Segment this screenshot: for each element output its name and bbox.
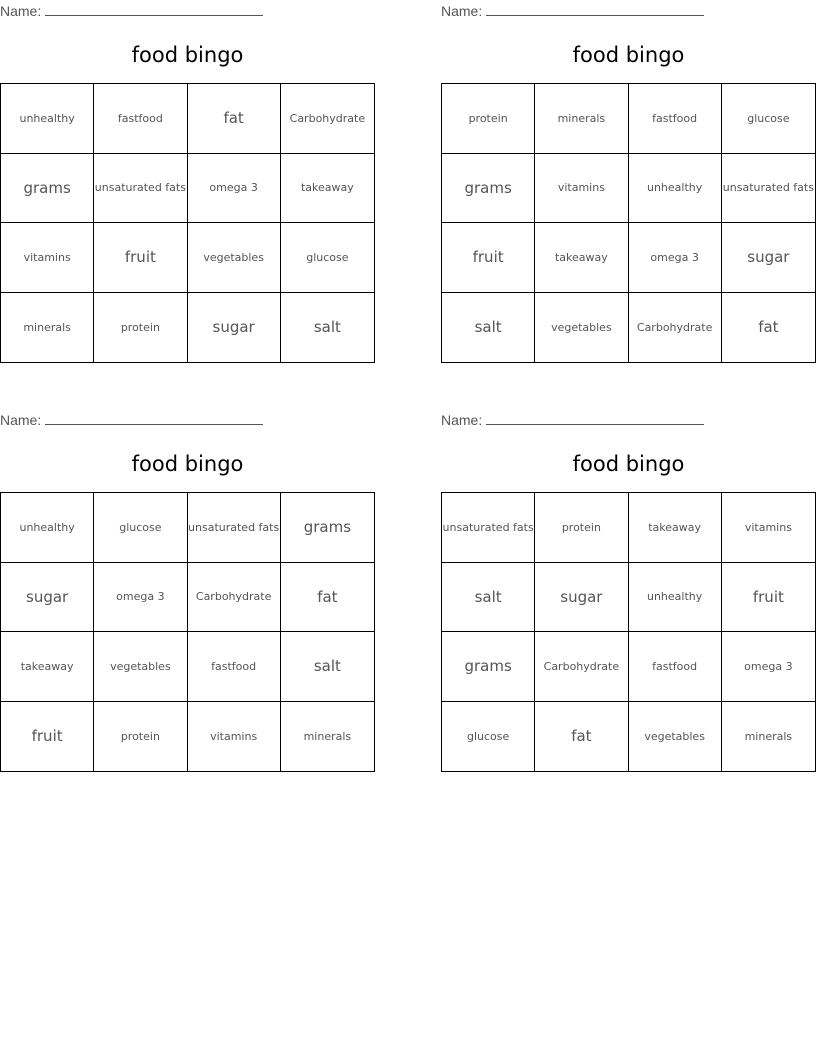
name-field: [0, 411, 263, 429]
name-blank-line: [45, 2, 263, 16]
bingo-cell: fastfood: [629, 632, 722, 702]
bingo-cell: sugar: [535, 563, 628, 633]
name-field: [441, 411, 704, 429]
bingo-card-1: [0, 0, 375, 373]
name-label: Name:: [0, 412, 42, 428]
bingo-grid: [441, 492, 816, 772]
bingo-cell: sugar: [722, 223, 815, 293]
bingo-cell: vegetables: [188, 223, 281, 293]
bingo-cell: unsaturated fats: [442, 493, 535, 563]
bingo-grid: [0, 492, 375, 772]
bingo-cell: glucose: [722, 84, 815, 154]
bingo-cell: Carbohydrate: [535, 632, 628, 702]
bingo-cell: minerals: [303, 729, 352, 743]
bingo-cell: unsaturated fats: [188, 493, 281, 563]
bingo-cell: salt: [313, 318, 341, 337]
name-label: Name:: [441, 3, 483, 19]
name-label: Name:: [0, 3, 42, 19]
bingo-cell: vitamins: [722, 493, 815, 563]
bingo-cell: vitamins: [535, 154, 628, 224]
card-title: food bingo: [131, 452, 244, 476]
bingo-cell: grams: [442, 632, 535, 702]
name-blank-line: [45, 411, 263, 425]
bingo-cell: unsaturated fats: [94, 154, 187, 224]
bingo-grid: [441, 83, 816, 363]
name-blank-line: [486, 411, 704, 425]
bingo-cell: unhealthy: [1, 493, 94, 563]
bingo-cell: fat: [281, 563, 374, 633]
bingo-cell: vitamins: [1, 223, 94, 293]
bingo-cell: takeaway: [629, 493, 722, 563]
bingo-cell: protein: [94, 293, 187, 363]
card-title: food bingo: [131, 43, 244, 67]
bingo-cell: protein: [94, 702, 187, 772]
bingo-cell: unhealthy: [629, 563, 722, 633]
bingo-cell: fruit: [442, 223, 535, 293]
bingo-card-3: [0, 409, 375, 782]
bingo-cell: omega 3: [629, 223, 722, 293]
bingo-cell: fastfood: [188, 632, 281, 702]
card-title: food bingo: [572, 452, 685, 476]
bingo-cell: salt: [442, 293, 535, 363]
card-title: food bingo: [572, 43, 685, 67]
name-field: [441, 2, 704, 20]
bingo-cell: salt: [442, 563, 535, 633]
bingo-cell: glucose: [442, 702, 535, 772]
bingo-cell: sugar: [1, 563, 94, 633]
bingo-cell: unhealthy: [1, 84, 94, 154]
bingo-cell: minerals: [744, 729, 793, 743]
bingo-grid: [0, 83, 375, 363]
bingo-cell: takeaway: [535, 223, 628, 293]
bingo-cell: takeaway: [281, 154, 374, 224]
bingo-cell: fat: [535, 702, 628, 772]
bingo-cell: vegetables: [94, 632, 187, 702]
bingo-cell: Carbohydrate: [629, 293, 722, 363]
bingo-cell: grams: [442, 154, 535, 224]
bingo-cell: omega 3: [722, 632, 815, 702]
bingo-cell: glucose: [94, 493, 187, 563]
bingo-cell: fruit: [1, 702, 94, 772]
bingo-cell: salt: [281, 632, 374, 702]
bingo-card-2: [441, 0, 816, 373]
bingo-cell: unhealthy: [629, 154, 722, 224]
bingo-cell: protein: [535, 493, 628, 563]
bingo-cell: unsaturated fats: [722, 154, 815, 224]
bingo-cell: protein: [442, 84, 535, 154]
bingo-cell: minerals: [1, 293, 94, 363]
bingo-cell: fastfood: [629, 84, 722, 154]
name-label: Name:: [441, 412, 483, 428]
bingo-cell: minerals: [535, 84, 628, 154]
bingo-card-4: [441, 409, 816, 782]
bingo-cell: vegetables: [535, 293, 628, 363]
bingo-cell: grams: [281, 493, 374, 563]
bingo-cell: vitamins: [188, 702, 281, 772]
bingo-cell: fastfood: [94, 84, 187, 154]
bingo-cell: sugar: [188, 293, 281, 363]
bingo-cell: fat: [758, 318, 779, 337]
bingo-cell: Carbohydrate: [188, 563, 281, 633]
bingo-cell: fat: [188, 84, 281, 154]
name-blank-line: [486, 2, 704, 16]
bingo-cell: glucose: [281, 223, 374, 293]
bingo-cell: omega 3: [188, 154, 281, 224]
bingo-cell: vegetables: [629, 702, 722, 772]
bingo-cell: takeaway: [1, 632, 94, 702]
bingo-cell: fruit: [722, 563, 815, 633]
bingo-cell: grams: [1, 154, 94, 224]
bingo-cell: fruit: [94, 223, 187, 293]
bingo-cell: Carbohydrate: [281, 84, 374, 154]
bingo-cell: omega 3: [94, 563, 187, 633]
name-field: [0, 2, 263, 20]
